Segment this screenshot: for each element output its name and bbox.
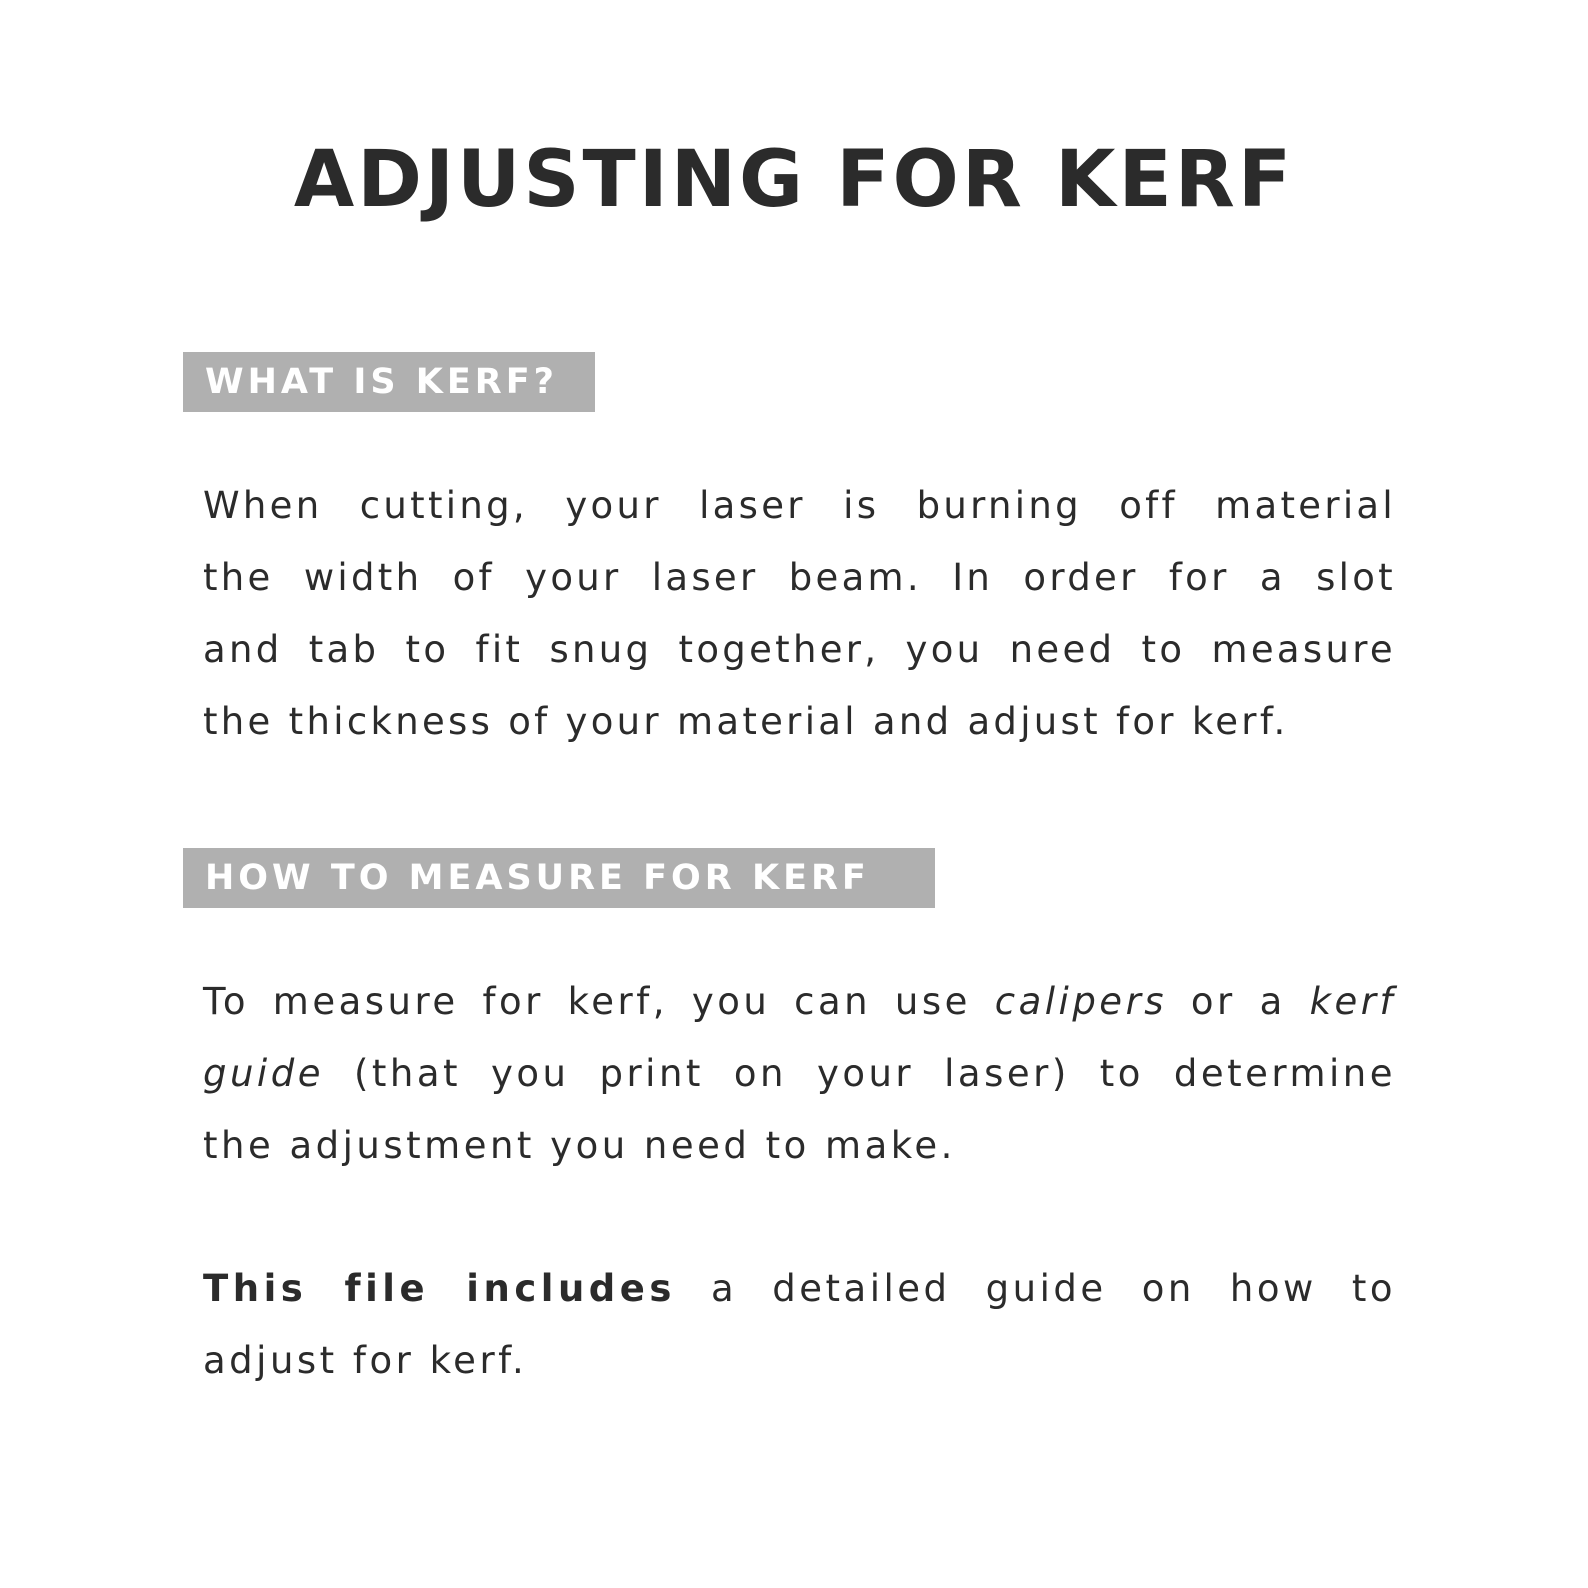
paragraph-line: the adjustment you need to make. xyxy=(203,1124,956,1167)
paragraph-line: the thickness of your material and adjust for kerf. xyxy=(203,700,1289,743)
paragraph-line xyxy=(203,1038,1396,1110)
page-title: ADJUSTING FOR KERF xyxy=(293,135,1295,225)
paragraph-line: the width of your laser beam. In order for a slot xyxy=(203,556,1396,599)
kerf-guide-term: kerf xyxy=(1309,980,1396,1023)
file-includes-note xyxy=(203,1253,1403,1397)
paragraph-line: adjust for kerf. xyxy=(203,1339,528,1382)
text-segment: (that you print on your laser) to determine xyxy=(323,1052,1396,1095)
paragraph-line: When cutting, your laser is burning off material xyxy=(203,484,1396,527)
what-is-kerf-paragraph xyxy=(203,470,1403,758)
text-segment: a detailed guide on how to xyxy=(675,1267,1397,1310)
section-heading-what-is-kerf: WHAT IS KERF? xyxy=(183,352,595,412)
how-to-measure-paragraph xyxy=(203,966,1403,1182)
section-heading-how-to-measure: HOW TO MEASURE FOR KERF xyxy=(183,848,935,908)
text-segment: or a xyxy=(1167,980,1310,1023)
paragraph-line xyxy=(203,1253,1396,1325)
bold-lead: This file includes xyxy=(203,1267,676,1310)
paragraph-line: and tab to fit snug together, you need to measure xyxy=(203,628,1396,671)
kerf-guide-term: guide xyxy=(203,1052,324,1095)
text-segment: To measure for kerf, you can use xyxy=(203,980,995,1023)
paragraph-line xyxy=(203,966,1396,1038)
calipers-term: calipers xyxy=(994,980,1168,1023)
